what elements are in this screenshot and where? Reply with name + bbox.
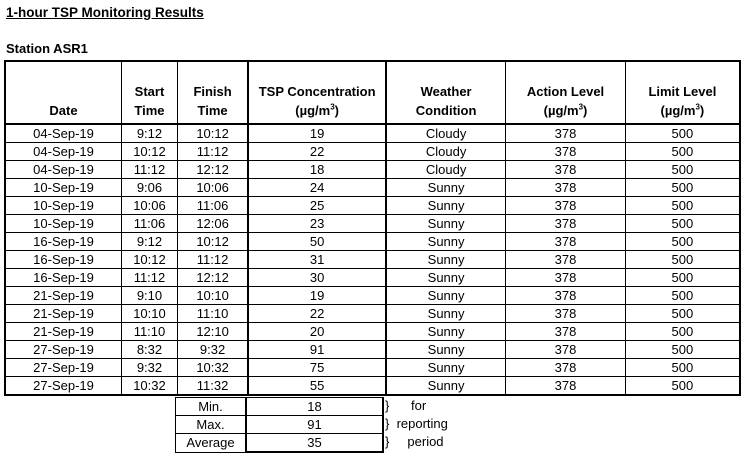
tsp-cell: 22 [248, 143, 386, 161]
limit-level-cell: 500 [625, 161, 740, 179]
action-level-cell: 378 [506, 251, 626, 269]
tsp-cell: 23 [248, 215, 386, 233]
tsp-cell: 25 [248, 197, 386, 215]
date-cell: 10-Sep-19 [5, 215, 122, 233]
limit-level-cell: 500 [625, 233, 740, 251]
finish-time-cell: 11:10 [177, 305, 248, 323]
start-time-cell: 11:12 [122, 161, 178, 179]
weather-cell: Sunny [386, 341, 506, 359]
date-cell: 16-Sep-19 [5, 269, 122, 287]
weather-cell: Sunny [386, 251, 506, 269]
action-level-cell: 378 [506, 197, 626, 215]
action-level-cell: 378 [506, 233, 626, 251]
date-cell: 16-Sep-19 [5, 233, 122, 251]
header-date: Date [5, 61, 122, 124]
tsp-cell: 30 [248, 269, 386, 287]
date-cell: 04-Sep-19 [5, 124, 122, 143]
start-time-cell: 9:12 [122, 124, 178, 143]
date-cell: 16-Sep-19 [5, 251, 122, 269]
action-level-cell: 378 [506, 269, 626, 287]
tsp-cell: 31 [248, 251, 386, 269]
table-row [5, 124, 740, 143]
action-level-cell: 378 [506, 341, 626, 359]
table-row [5, 233, 740, 251]
summary-value: 18 [246, 398, 383, 416]
action-level-cell: 378 [506, 179, 626, 197]
weather-cell: Sunny [386, 197, 506, 215]
start-time-cell: 8:32 [122, 341, 178, 359]
date-cell: 04-Sep-19 [5, 143, 122, 161]
header-action-level: Action Level $(\mu g/m^3)$ [506, 61, 626, 124]
action-level-cell: 378 [506, 287, 626, 305]
action-level-cell: 378 [506, 124, 626, 143]
limit-level-cell: 500 [625, 179, 740, 197]
date-cell: 21-Sep-19 [5, 287, 122, 305]
header-limit-level: Limit Level $(\mu g/m^3)$ [625, 61, 740, 124]
reporting-note-line: } for [385, 398, 427, 413]
finish-time-cell: 10:12 [177, 233, 248, 251]
limit-level-cell: 500 [625, 124, 740, 143]
start-time-cell: 10:32 [122, 377, 178, 396]
date-cell: 27-Sep-19 [5, 377, 122, 396]
limit-level-cell: 500 [625, 143, 740, 161]
finish-time-cell: 10:32 [177, 359, 248, 377]
weather-cell: Sunny [386, 215, 506, 233]
limit-level-cell: 500 [625, 269, 740, 287]
start-time-cell: 10:12 [122, 143, 178, 161]
header-finish-time: Finish Time [177, 61, 248, 124]
weather-cell: Sunny [386, 377, 506, 396]
limit-level-cell: 500 [625, 305, 740, 323]
table-row [5, 161, 740, 179]
finish-time-cell: 10:06 [177, 179, 248, 197]
tsp-cell: 55 [248, 377, 386, 396]
tsp-cell: 75 [248, 359, 386, 377]
weather-cell: Sunny [386, 269, 506, 287]
header-tsp-concentration: TSP Concentration $(\mu g/m^3)$ [248, 61, 386, 124]
tsp-cell: 24 [248, 179, 386, 197]
start-time-cell: 10:12 [122, 251, 178, 269]
tsp-cell: 19 [248, 287, 386, 305]
weather-cell: Sunny [386, 179, 506, 197]
table-row [5, 251, 740, 269]
start-time-cell: 9:12 [122, 233, 178, 251]
table-row [5, 323, 740, 341]
date-cell: 27-Sep-19 [5, 359, 122, 377]
weather-cell: Sunny [386, 323, 506, 341]
weather-cell: Sunny [386, 287, 506, 305]
summary-label: Max. [176, 416, 247, 434]
action-level-cell: 378 [506, 143, 626, 161]
weather-cell: Cloudy [386, 124, 506, 143]
tsp-cell: 19 [248, 124, 386, 143]
tsp-cell: 20 [248, 323, 386, 341]
tsp-cell: 91 [248, 341, 386, 359]
table-row [5, 341, 740, 359]
weather-cell: Sunny [386, 305, 506, 323]
table-row [5, 269, 740, 287]
action-level-cell: 378 [506, 215, 626, 233]
header-row [5, 61, 740, 124]
table-row [5, 179, 740, 197]
reporting-note-line: } period [385, 434, 444, 449]
limit-level-cell: 500 [625, 341, 740, 359]
table-row [5, 305, 740, 323]
start-time-cell: 9:32 [122, 359, 178, 377]
start-time-cell: 11:12 [122, 269, 178, 287]
summary-row-max [176, 416, 384, 434]
tsp-cell: 18 [248, 161, 386, 179]
finish-time-cell: 12:12 [177, 161, 248, 179]
weather-cell: Cloudy [386, 161, 506, 179]
date-cell: 10-Sep-19 [5, 197, 122, 215]
summary-value: 35 [246, 434, 383, 453]
summary-row-min [176, 398, 384, 416]
weather-cell: Cloudy [386, 143, 506, 161]
summary-row-average [176, 434, 384, 453]
weather-cell: Sunny [386, 359, 506, 377]
finish-time-cell: 12:12 [177, 269, 248, 287]
finish-time-cell: 11:32 [177, 377, 248, 396]
table-row [5, 287, 740, 305]
table-row [5, 359, 740, 377]
limit-level-cell: 500 [625, 323, 740, 341]
limit-level-cell: 500 [625, 197, 740, 215]
summary-label: Min. [176, 398, 247, 416]
action-level-cell: 378 [506, 305, 626, 323]
results-table [4, 60, 741, 396]
finish-time-cell: 12:06 [177, 215, 248, 233]
action-level-cell: 378 [506, 161, 626, 179]
start-time-cell: 9:06 [122, 179, 178, 197]
table-row [5, 215, 740, 233]
page-title: 1-hour TSP Monitoring Results [6, 5, 204, 20]
finish-time-cell: 12:10 [177, 323, 248, 341]
tsp-cell: 22 [248, 305, 386, 323]
date-cell: 10-Sep-19 [5, 179, 122, 197]
date-cell: 21-Sep-19 [5, 323, 122, 341]
station-label: Station ASR1 [6, 41, 88, 56]
date-cell: 21-Sep-19 [5, 305, 122, 323]
weather-cell: Sunny [386, 233, 506, 251]
start-time-cell: 10:10 [122, 305, 178, 323]
finish-time-cell: 10:10 [177, 287, 248, 305]
summary-table [175, 397, 384, 453]
tsp-cell: 50 [248, 233, 386, 251]
date-cell: 04-Sep-19 [5, 161, 122, 179]
action-level-cell: 378 [506, 377, 626, 396]
finish-time-cell: 11:06 [177, 197, 248, 215]
limit-level-cell: 500 [625, 287, 740, 305]
table-row [5, 377, 740, 396]
summary-value: 91 [246, 416, 383, 434]
start-time-cell: 10:06 [122, 197, 178, 215]
finish-time-cell: 10:12 [177, 124, 248, 143]
limit-level-cell: 500 [625, 377, 740, 396]
action-level-cell: 378 [506, 359, 626, 377]
summary-label: Average [176, 434, 247, 453]
start-time-cell: 11:10 [122, 323, 178, 341]
finish-time-cell: 11:12 [177, 251, 248, 269]
start-time-cell: 11:06 [122, 215, 178, 233]
table-row [5, 197, 740, 215]
finish-time-cell: 9:32 [177, 341, 248, 359]
table-row [5, 143, 740, 161]
header-start-time: Start Time [122, 61, 178, 124]
limit-level-cell: 500 [625, 251, 740, 269]
date-cell: 27-Sep-19 [5, 341, 122, 359]
header-weather-condition: Weather Condition [386, 61, 506, 124]
finish-time-cell: 11:12 [177, 143, 248, 161]
start-time-cell: 9:10 [122, 287, 178, 305]
limit-level-cell: 500 [625, 359, 740, 377]
action-level-cell: 378 [506, 323, 626, 341]
reporting-note-line: } reporting [385, 416, 448, 431]
limit-level-cell: 500 [625, 215, 740, 233]
